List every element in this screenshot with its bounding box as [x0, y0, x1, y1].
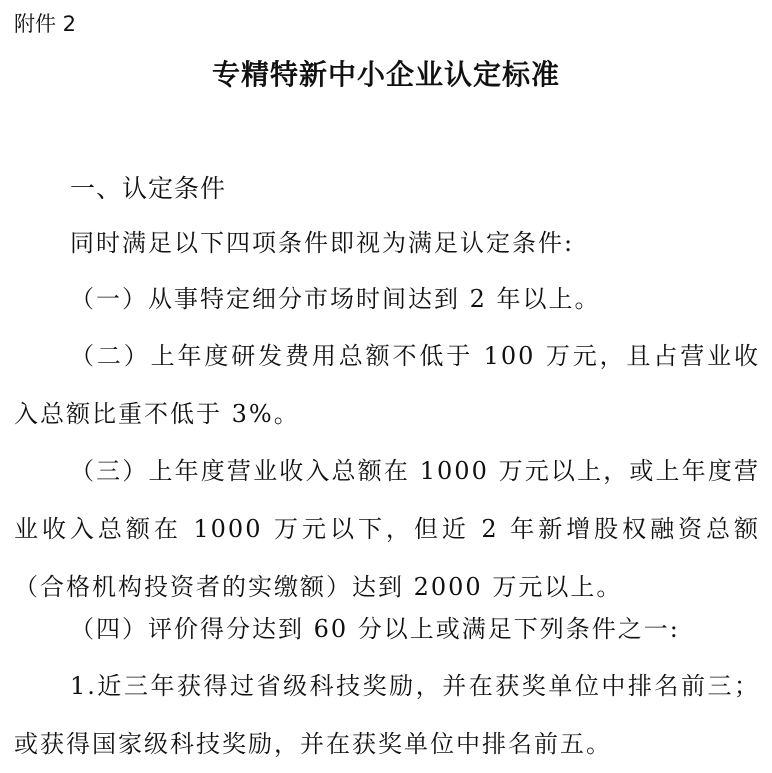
sub-condition-1-paragraph: 1.近三年获得过省级科技奖励，并在获奖单位中排名前三；或获得国家级科技奖励，并在获奖单位中排名前五。	[14, 672, 760, 758]
attachment-label: 附件 2	[14, 12, 77, 36]
document-title: 专精特新中小企业认定标准	[211, 58, 560, 91]
condition-3-paragraph: （三）上年度营业收入总额在 1000 万元以上，或上年度营业收入总额在 1000 万元以下，但近 2 年新增股权融资总额（合格机构投资者的实缴额）达到 2000 万元以上。	[14, 457, 760, 601]
intro-paragraph: 同时满足以下四项条件即视为满足认定条件:	[70, 229, 575, 257]
condition-4-paragraph: （四）评价得分达到 60 分以上或满足下列条件之一:	[70, 615, 680, 643]
condition-1-paragraph: （一）从事特定细分市场时间达到 2 年以上。	[70, 285, 601, 313]
section-heading: 一、认定条件	[70, 174, 227, 203]
condition-2-paragraph: （二）上年度研发费用总额不低于 100 万元，且占营业收入总额比重不低于 3%。	[14, 342, 760, 428]
